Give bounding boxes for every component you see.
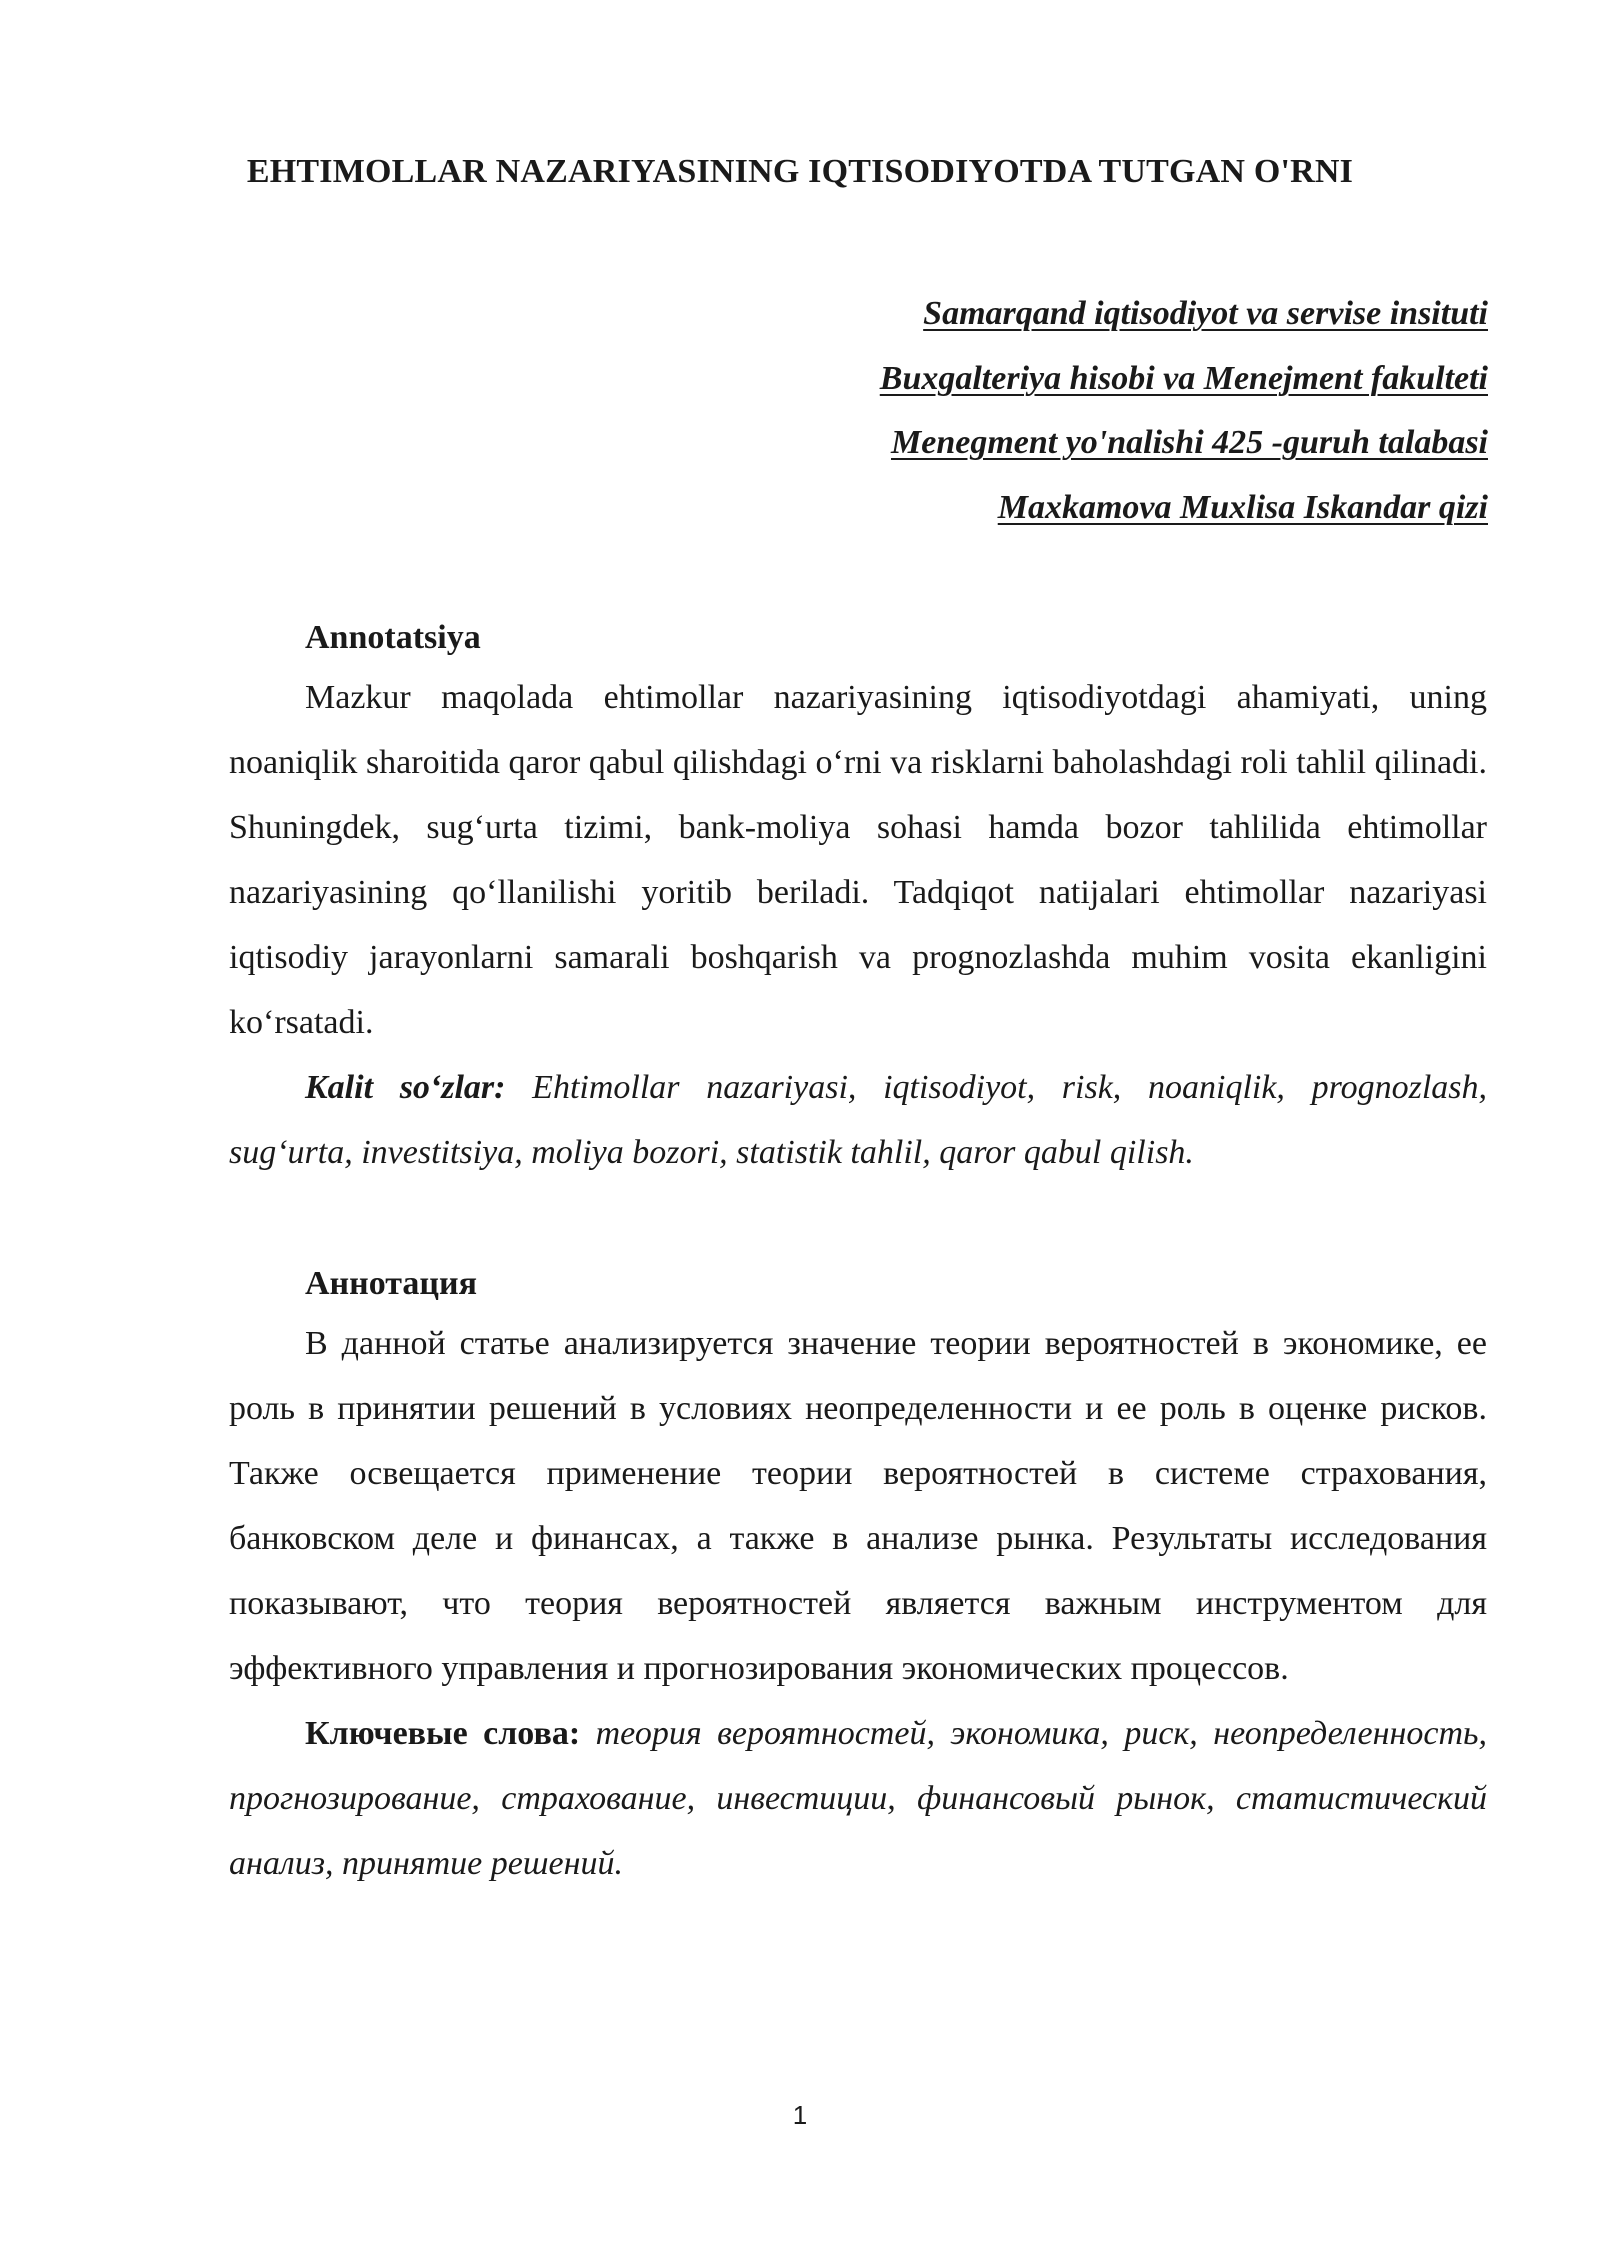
keywords-text-ru: теория вероятностей, экономика, риск, неопределенность, прогнозирование, страхование, инвестиции, финансовый рынок, статистический анализ, принятие решений.	[229, 1715, 1488, 1882]
affiliation-faculty: Buxgalteriya hisobi va Menejment fakulteti	[879, 359, 1488, 397]
annotation-heading-uz: Annotatsiya	[305, 619, 481, 656]
annotation-body-ru: В данной статье анализируется значение теории вероятностей в экономике, ее роль в принятии решений в условиях неопределенности и ее роль в оценке рисков. Также освещается применение теории вероятностей в системе страхования, банковском деле и финансах, а также в анализе рынка. Результаты исследования показывают, что теория вероятностей является важным инструментом для эффективного управления и прогнозирования экономических процессов.	[229, 1325, 1487, 1687]
keywords-label-uz: Kalit so‘zlar:	[305, 1069, 506, 1106]
affiliation-institute: Samarqand iqtisodiyot va servise insituti	[923, 295, 1488, 332]
annotation-uzbek	[229, 611, 1487, 1185]
author-name: Maxkamova Muxlisa Iskandar qizi	[997, 488, 1488, 526]
annotation-heading-ru: Аннотация	[305, 1265, 477, 1302]
page-number: 1	[792, 2100, 808, 2130]
keywords-text-uz: Ehtimollar nazariyasi, iqtisodiyot, risk, noaniqlik, prognozlash, sug‘urta, investitsiya, moliya bozori, statistik tahlil, qaror qabul qilish.	[229, 1069, 1487, 1171]
annotation-russian	[229, 1257, 1487, 1896]
affiliation-group: Menegment yo'nalishi 425 -guruh talabasi	[891, 424, 1488, 461]
author-affiliation	[880, 282, 1488, 540]
keywords-uz	[229, 1055, 1487, 1185]
keywords-label-ru: Ключевые слова:	[305, 1715, 581, 1752]
paper-title: EHTIMOLLAR NAZARIYASINING IQTISODIYOTDA TUTGAN O'RNI	[246, 153, 1354, 190]
annotation-body-uz: Mazkur maqolada ehtimollar nazariyasining iqtisodiyotdagi ahamiyati, uning noaniqlik sharoitida qaror qabul qilishdagi o‘rni va risklarni baholashdagi roli tahlil qilinadi. Shuningdek, sug‘urta tizimi, bank-moliya sohasi hamda bozor tahlilida ehtimollar nazariyasining qo‘llanilishi yoritib beriladi. Tadqiqot natijalari ehtimollar nazariyasi iqtisodiy jarayonlarni samarali boshqarish va prognozlashda muhim vosita ekanligini ko‘rsatadi.	[229, 679, 1487, 1041]
keywords-ru	[229, 1701, 1487, 1896]
